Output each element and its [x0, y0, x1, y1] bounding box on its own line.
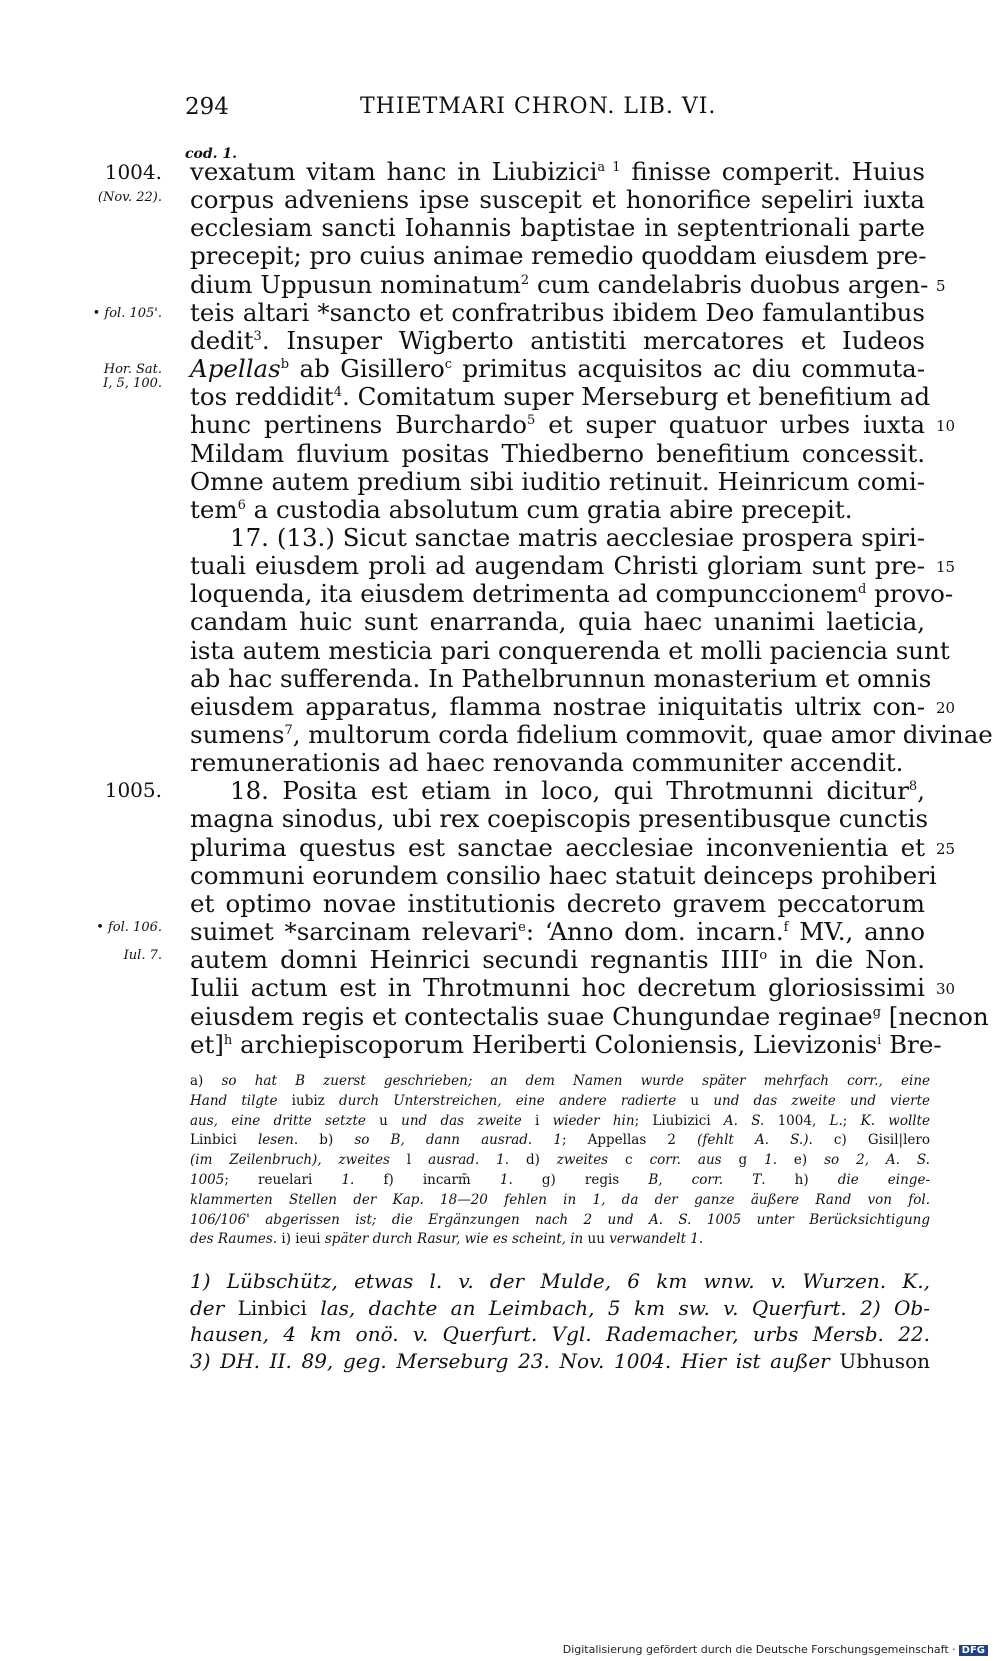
text-line: suimet *sarcinam relevari$^e$: ‘Anno dom. incarn.$^f$ MV., anno	[190, 917, 925, 947]
line-number: 10	[936, 417, 956, 436]
footer-credit: Digitalisierung gefördert durch die Deutsche Forschungsgemeinschaft · DFG	[563, 1643, 988, 1656]
apparatus-line: 1005; reuelari 1. f) incarm̄ 1. g) regis B, corr. T. h) die einge-	[190, 1172, 931, 1188]
line-number: 30	[936, 980, 956, 999]
text-line: sumens$^7$, multorum corda fidelium commovit, quae amor divinae	[190, 720, 993, 749]
text-line: tem$^6$ a custodia absolutum cum gratia abire precepit.	[190, 494, 853, 524]
codex-label: cod. 1.	[185, 146, 238, 162]
page-title: THIETMARI CHRON. LIB. VI.	[360, 94, 717, 119]
text-line: ista autem mesticia pari conquerenda et molli paciencia sunt	[190, 635, 950, 665]
apparatus-line: (im Zeilenbruch), zweites l ausrad. 1. d) zweites c corr. aus g 1. e) so 2, A. S.	[190, 1152, 930, 1169]
footnote-line: der Linbici las, dachte an Leimbach, 5 km sw. v. Querfurt. 2) Ob-	[190, 1295, 930, 1320]
margin-note: I, 5, 100.	[103, 376, 162, 391]
apparatus-line: klammerten Stellen der Kap. 18—20 fehlen in 1, da der ganze äußere Rand von fol.	[190, 1191, 930, 1208]
text-line: eiusdem regis et contectalis suae Chungundae reginae$^g$ [necnon	[190, 1001, 989, 1031]
dfg-logo: DFG	[959, 1645, 988, 1656]
footnote-line: 3) DH. II. 89, geg. Merseburg 23. Nov. 1004. Hier ist außer Ubhuson	[190, 1348, 930, 1373]
line-number: 25	[936, 839, 956, 858]
text-line: 18. Posita est etiam in loco, qui Throtmunni dicitur$^8$,	[230, 776, 925, 806]
margin-note: • fol. 106.	[96, 920, 162, 935]
line-number: 15	[936, 558, 956, 577]
text-line: et]$^h$ archiepiscoporum Heriberti Coloniensis, Lievizonis$^i$ Bre-	[190, 1029, 942, 1059]
margin-note: 1005.	[104, 778, 162, 802]
apparatus-line: Hand tilgte iubiz durch Unterstreichen, eine andere radierte u und das zweite und vierte	[190, 1092, 930, 1109]
text-line: eiusdem apparatus, flamma nostrae iniquitatis ultrix con-	[190, 691, 925, 721]
margin-note: • fol. 105'.	[92, 306, 162, 321]
footnote-line: 1) Lübschütz, etwas l. v. der Mulde, 6 km wnw. v. Wurzen. K.,	[190, 1269, 930, 1293]
text-line: Omne autem predium sibi iuditio retinuit. Heinricum comi-	[190, 466, 925, 496]
text-line: remunerationis ad haec renovanda communiter accendit.	[190, 748, 904, 778]
text-line: plurima questus est sanctae aecclesiae inconvenientia et	[190, 832, 925, 862]
text-line: ecclesiam sancti Iohannis baptistae in septentrionali parte	[190, 213, 925, 243]
text-line: tuali eiusdem proli ad augendam Christi gloriam sunt pre-	[190, 551, 925, 581]
text-line: teis altari *sancto et confratribus ibidem Deo famulantibus	[190, 297, 925, 327]
text-line: vexatum vitam hanc in Liubizici$^{a 1}$ finisse comperit. Huius	[190, 157, 925, 186]
text-line: candam huic sunt enarranda, quia haec unanimi laeticia,	[190, 607, 925, 637]
margin-note: Hor. Sat.	[103, 362, 162, 377]
text-line: loquenda, ita eiusdem detrimenta ad compunccionem$^d$ provo-	[190, 579, 954, 609]
text-line: tos reddidit$^4$. Comitatum super Merseburg et benefitium ad	[190, 382, 931, 412]
line-number: 20	[936, 698, 956, 717]
text-line: autem domni Heinrici secundi regnantis IIII$^o$ in die Non.	[190, 945, 925, 975]
apparatus-line: Linbici lesen. b) so B, dann ausrad. 1; Appellas 2 (fehlt A. S.). c) Gisil|lero	[190, 1132, 930, 1149]
apparatus-line: des Raumes. i) ieui später durch Rasur, wie es scheint, in uu verwandelt 1.	[190, 1231, 704, 1248]
text-line: magna sinodus, ubi rex coepiscopis presentibusque cunctis	[190, 804, 929, 834]
text-line: corpus adveniens ipse suscepit et honorifice sepeliri iuxta	[190, 185, 925, 215]
margin-note: 1004.	[104, 160, 162, 184]
text-line: communi eorundem consilio haec statuit deinceps prohiberi	[190, 860, 937, 890]
text-line: et optimo novae institutionis decreto gravem peccatorum	[190, 888, 925, 918]
page-number: 294	[185, 94, 229, 120]
line-number: 5	[936, 276, 946, 295]
text-line: hunc pertinens Burchardo$^5$ et super quatuor urbes iuxta	[190, 410, 925, 440]
apparatus-line: aus, eine dritte setzte u und das zweite i wieder hin; Liubizici A. S. 1004, L.; K. wollte	[190, 1112, 930, 1129]
text-line: Apellas$^b$ ab Gisillero$^c$ primitus acquisitos ac diu commuta-	[190, 354, 925, 384]
text-line: Iulii actum est in Throtmunni hoc decretum gloriosissimi	[190, 973, 925, 1003]
apparatus-line: a) so hat B zuerst geschrieben; an dem Namen wurde später mehrfach corr., eine	[190, 1073, 931, 1089]
text-line: ab hac sufferenda. In Pathelbrunnun monasterium et omnis	[190, 663, 932, 693]
footnote-line: hausen, 4 km onö. v. Querfurt. Vgl. Rademacher, urbs Mersb. 22.	[190, 1322, 930, 1346]
text-line: Mildam fluvium positas Thiedberno benefitium concessit.	[190, 438, 925, 468]
text-line: precepit; pro cuius animae remedio quoddam eiusdem pre-	[190, 241, 927, 271]
margin-note: Iul. 7.	[123, 948, 162, 963]
apparatus-line: 106/106' abgerissen ist; die Ergänzungen nach 2 und A. S. 1005 unter Berücksichtigung	[190, 1211, 930, 1228]
footer-text: Digitalisierung gefördert durch die Deutsche Forschungsgemeinschaft	[562, 1643, 949, 1656]
margin-note: (Nov. 22).	[97, 190, 162, 205]
text-line: 17. (13.) Sicut sanctae matris aecclesiae prospera spiri-	[230, 522, 925, 552]
running-header	[0, 94, 1000, 134]
text-line: dium Uppusun nominatum$^2$ cum candelabris duobus argen-	[190, 269, 929, 299]
text-line: dedit$^3$. Insuper Wigberto antistiti mercatores et Iudeos	[190, 325, 925, 355]
